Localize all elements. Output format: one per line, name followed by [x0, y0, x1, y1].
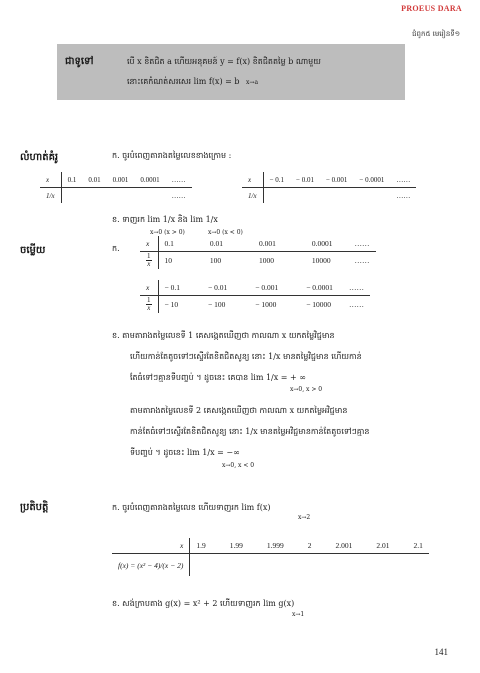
exercise-x-0: 1.9: [196, 541, 206, 550]
exercise-title: ប្រតិបត្តិ: [20, 502, 49, 513]
table-right-dots: ……: [390, 188, 416, 204]
answer-table-1-f-label: $\frac{1}{x}$: [140, 252, 158, 270]
definition-box: [57, 44, 405, 100]
answer-t2-f-3: − 10000: [300, 296, 343, 314]
exercise-x-2: 1.999: [266, 541, 284, 550]
answer-para-1: ខ. តាមតារាងតម្លៃលេខទី 1 គេសង្កេតឃើញថា កាលណា x យកតម្លៃវិជ្ជមាន: [112, 331, 335, 340]
exercise-part-a-sub: x→2: [298, 514, 311, 521]
table-left-x-label: x: [40, 172, 61, 188]
exercise-table-x-label: x: [112, 538, 190, 554]
table-left-x-0: 0.1: [67, 175, 77, 184]
table-left-x-4: ……: [171, 175, 186, 184]
table-right-x-3: − 0.0001: [359, 175, 385, 184]
table-left-dots: ……: [166, 188, 192, 204]
activity-cond-1: x→0 (x > 0): [150, 229, 185, 236]
exercise-x-5: 2.01: [376, 541, 390, 550]
activity-part-a: ក. ចូរបំពេញតារាងតម្លៃលេខខាងក្រោម :: [112, 151, 232, 160]
exercise-part-a: ក. ចូរបំពេញតារាងតម្លៃលេខ ហើយទាញរក lim f(x): [112, 503, 271, 512]
exercise-part-b-sub: x→1: [292, 611, 305, 618]
answer-t1-x-2: 0.001: [259, 239, 276, 248]
activity-cond-2: x→0 (x < 0): [208, 229, 243, 236]
activity-title: លំហាត់គំរូ: [20, 152, 59, 163]
table-right-x-1: − 0.01: [296, 175, 314, 184]
answer-table-2-x-label: x: [140, 280, 158, 296]
answer-para-2: ហើយកាន់តែតូចទៅៗស្ទើរតែខិតជិតសូន្យ នោះ 1/x មានតម្លៃវិជ្ជមាន ហើយកាន់: [130, 352, 362, 361]
answer-t2-x-4: ……: [348, 283, 364, 292]
answer-para-6: ទីបញ្ចប់ ។ ដូចនេះ lim 1/x = −∞: [130, 448, 240, 457]
answer-title: ចម្លើយ: [20, 245, 46, 256]
answer-t1-x-4: ……: [354, 239, 370, 248]
answer-t1-x-1: 0.01: [209, 239, 223, 248]
table-right-x-0: − 0.1: [269, 175, 285, 184]
chapter-label: ជំពូក៥ មេរៀនទី១: [412, 30, 460, 38]
answer-para-3: តែធំទៅៗគ្មានទីបញ្ចប់ ។ ដូចនេះ គេបាន lim 1/x = + ∞: [130, 373, 306, 382]
exercise-x-4: 2.001: [335, 541, 353, 550]
table-left-x-3: 0.0001: [140, 175, 160, 184]
answer-para-6-sub: x→0, x < 0: [222, 462, 255, 469]
answer-t1-x-0: 0.1: [164, 239, 174, 248]
answer-t2-f-4: ……: [343, 296, 370, 314]
answer-t2-f-1: − 100: [202, 296, 249, 314]
exercise-part-b: ខ. សង់ក្រាបតាង g(x) = x² + 2 ហើយទាញរក lim g(x): [112, 599, 295, 608]
answer-table-2: [140, 280, 370, 313]
answer-part-a: ក.: [112, 244, 120, 253]
answer-t1-f-0: 10: [158, 252, 204, 270]
answer-t1-f-2: 1000: [253, 252, 306, 270]
answer-t2-f-0: − 10: [158, 296, 202, 314]
definition-line-2-text: នោះគេកំណត់សរសេរ lim f(x) = b: [127, 77, 240, 86]
answer-t1-f-1: 100: [204, 252, 253, 270]
brand-label: PROEUS DARA: [401, 4, 462, 13]
answer-t1-f-3: 10000: [306, 252, 349, 270]
answer-t1-f-4: ……: [349, 252, 376, 270]
exercise-table: [112, 538, 429, 576]
activity-part-b: ខ. ទាញរក lim 1/x និង lim 1/x: [112, 215, 218, 224]
answer-t2-x-2: − 0.001: [255, 283, 279, 292]
table-left-x-1: 0.01: [88, 175, 101, 184]
answer-table-2-f-label: $\frac{1}{x}$: [140, 296, 158, 314]
activity-table-left: [40, 172, 192, 203]
page-number: 141: [434, 647, 448, 657]
answer-t2-x-3: − 0.0001: [306, 283, 333, 292]
table-left-f-label: 1/x: [40, 188, 61, 204]
table-right-x-label: x: [242, 172, 263, 188]
answer-table-1-x-label: x: [140, 236, 158, 252]
activity-table-right: [242, 172, 416, 203]
table-left-x-2: 0.001: [112, 175, 129, 184]
answer-para-3-sub: x→0, x > 0: [290, 386, 323, 393]
answer-t2-x-1: − 0.01: [207, 283, 228, 292]
definition-line-1: បើ x ខិតជិត a ហើយអនុគមន៍ y = f(x) ខិតជិតតម្លៃ b ណាមួយ: [127, 57, 321, 66]
definition-limit-sub: x→a: [246, 79, 259, 86]
exercise-x-1: 1.99: [229, 541, 243, 550]
exercise-x-3: 2: [307, 541, 312, 550]
answer-table-1: [140, 236, 376, 269]
table-right-x-2: − 0.001: [325, 175, 348, 184]
table-right-x-4: ……: [396, 175, 411, 184]
answer-para-4: តាមតារាងតម្លៃលេខទី 2 គេសង្កេតឃើញថា កាលណា x យកតម្លៃអវិជ្ជមាន: [130, 406, 348, 415]
definition-tag: ជាទូទៅ: [65, 56, 94, 67]
answer-t2-x-0: − 0.1: [164, 283, 180, 292]
exercise-table-f-label: f(x) = (x² − 4)/(x − 2): [112, 554, 190, 577]
answer-t2-f-2: − 1000: [249, 296, 300, 314]
exercise-x-6: 2.1: [413, 541, 423, 550]
definition-line-2: [127, 76, 258, 88]
answer-t1-x-3: 0.0001: [311, 239, 333, 248]
table-right-f-label: 1/x: [242, 188, 263, 204]
answer-para-5: កាន់តែធំទៅៗស្ទើរតែខិតជិតសូន្យ នោះ 1/x មានតម្លៃអវិជ្ជមានកាន់តែតូចទៅៗគ្មាន: [130, 427, 370, 436]
